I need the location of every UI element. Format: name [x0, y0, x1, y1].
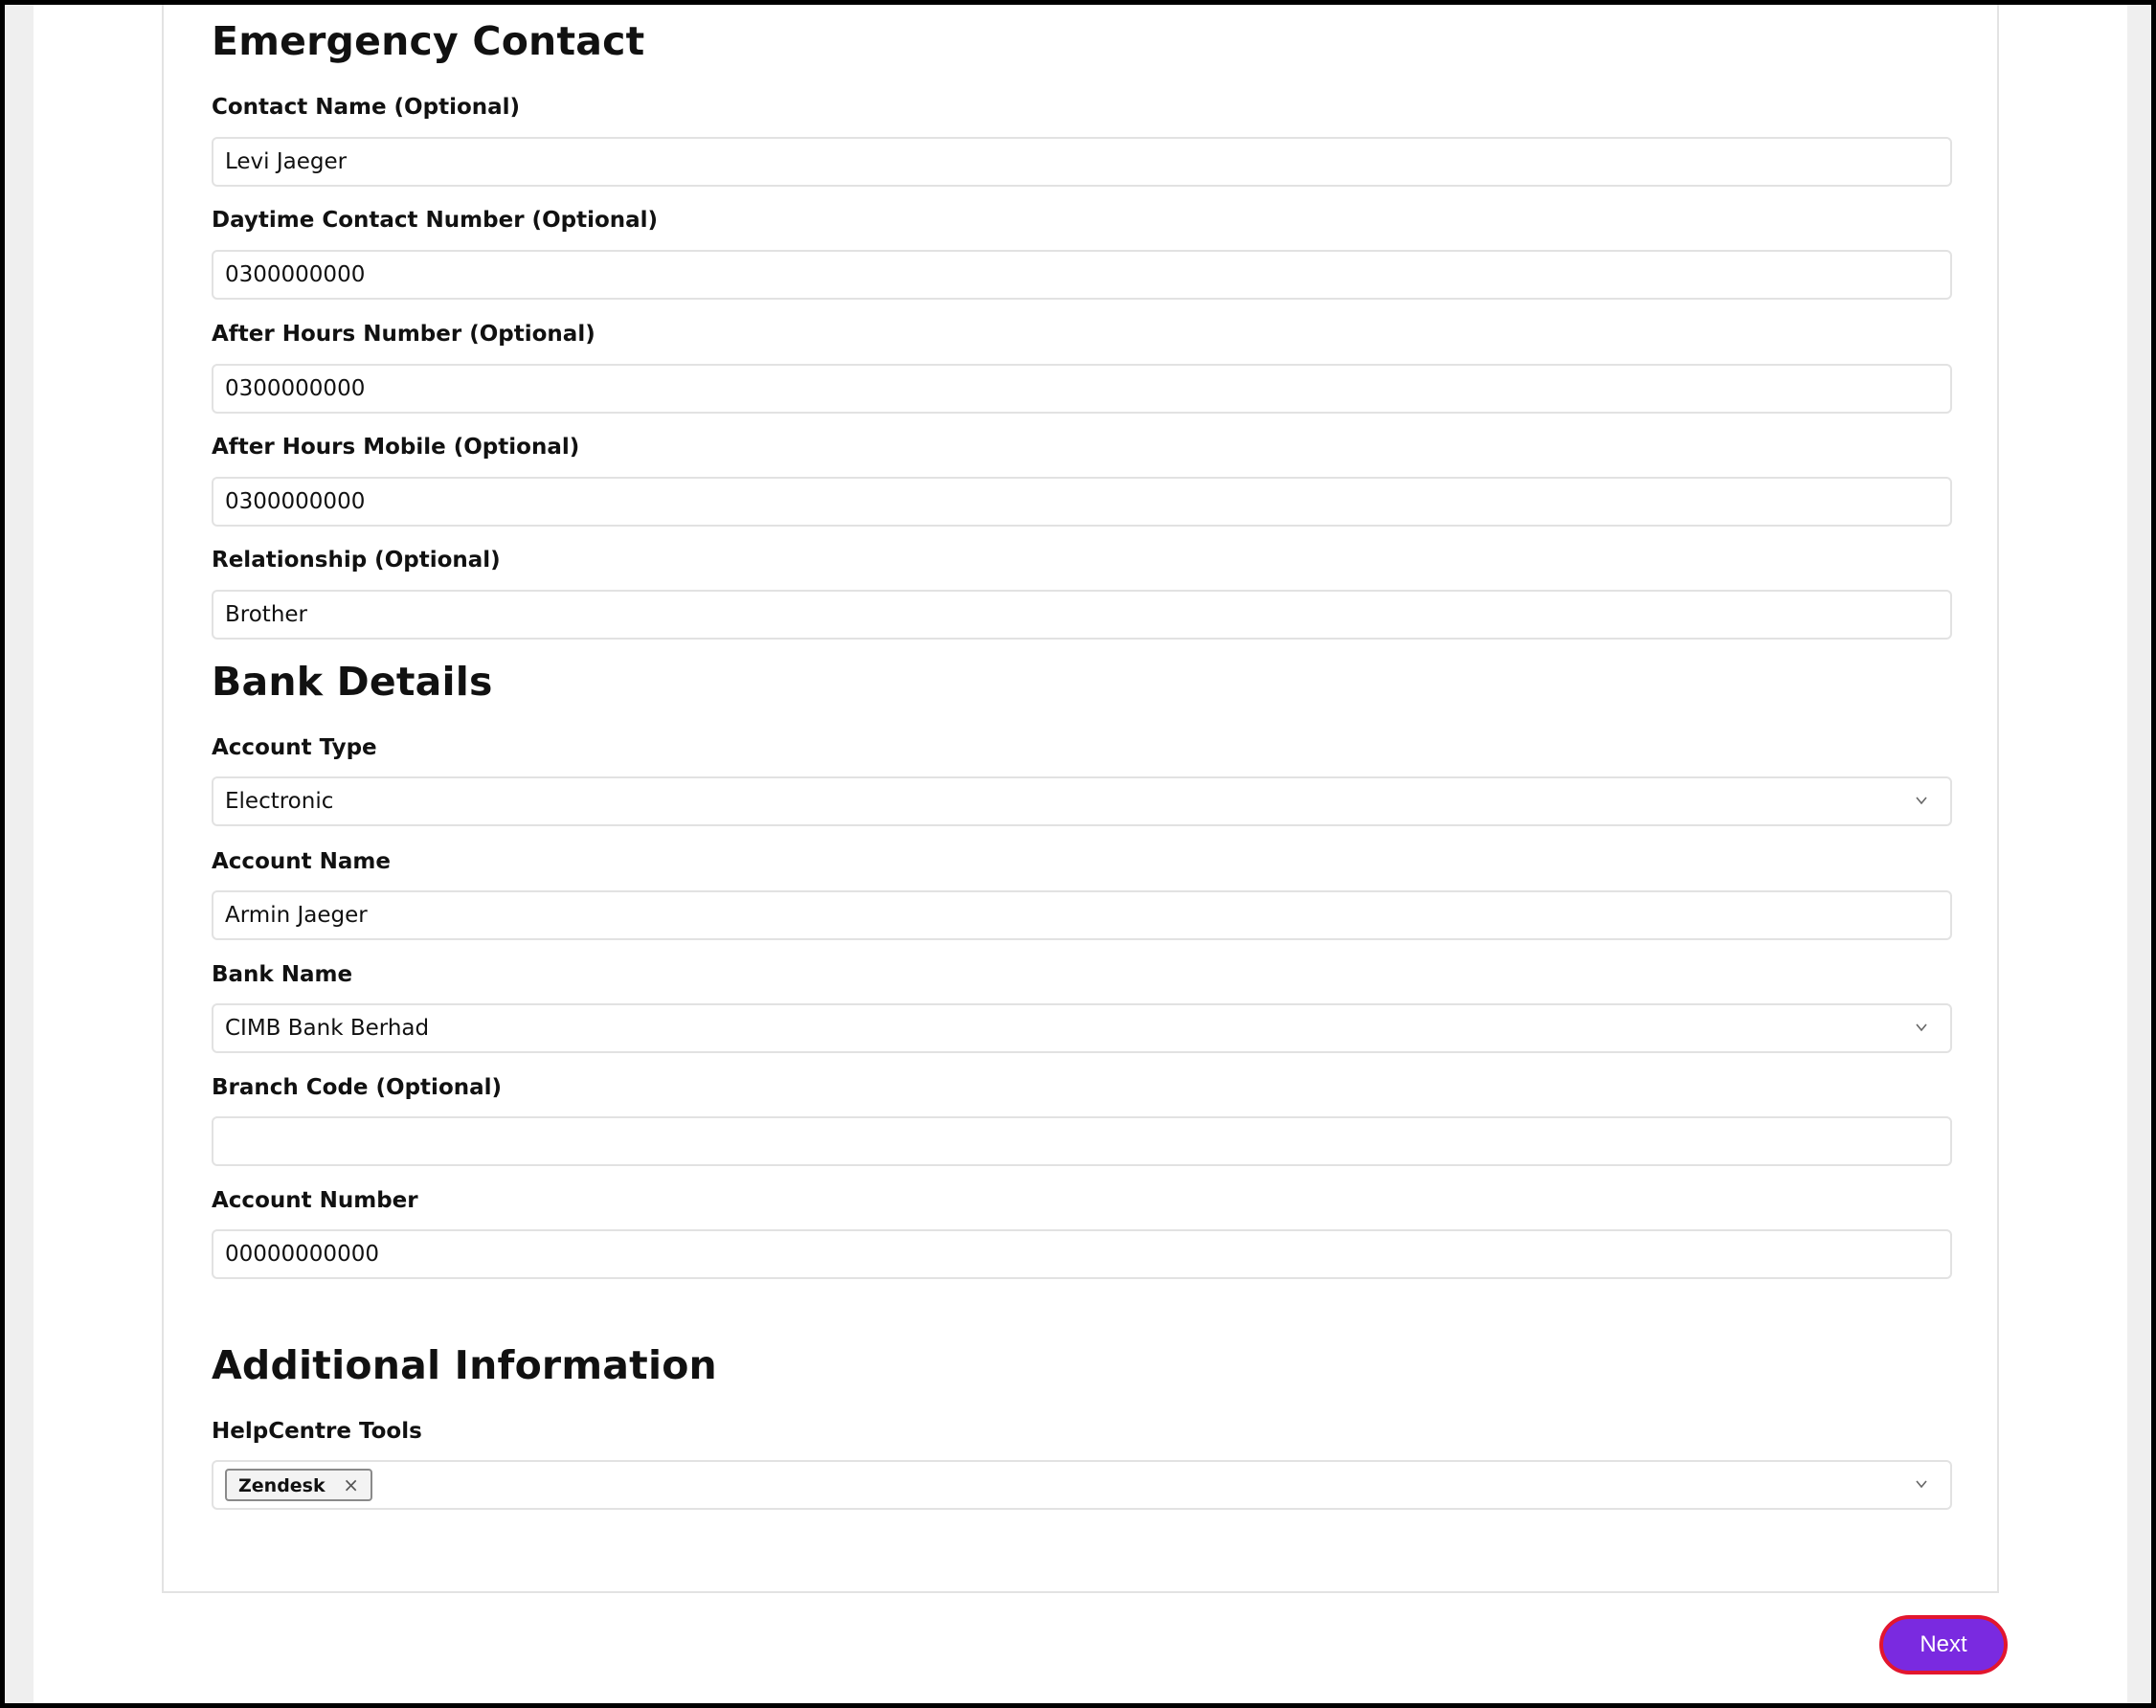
account-type-label: Account Type — [212, 735, 377, 760]
account-number-label: Account Number — [212, 1188, 418, 1213]
contact-name-input[interactable] — [212, 137, 1952, 187]
section-title-additional-information: Additional Information — [212, 1342, 717, 1388]
after-hours-number-input[interactable] — [212, 364, 1952, 414]
relationship-input[interactable] — [212, 590, 1952, 640]
right-gutter — [2127, 5, 2151, 1703]
left-gutter — [5, 5, 34, 1703]
tag-label: Zendesk — [238, 1475, 326, 1496]
branch-code-input[interactable] — [212, 1116, 1952, 1166]
daytime-number-input[interactable] — [212, 250, 1952, 300]
after-hours-mobile-label: After Hours Mobile (Optional) — [212, 435, 580, 460]
account-number-input[interactable] — [212, 1229, 1952, 1279]
section-title-emergency-contact: Emergency Contact — [212, 18, 645, 64]
helpcentre-tools-multiselect[interactable] — [212, 1460, 1952, 1510]
account-type-value: Electronic — [225, 789, 334, 814]
branch-code-label: Branch Code (Optional) — [212, 1075, 503, 1100]
bank-name-value: CIMB Bank Berhad — [225, 1016, 430, 1041]
relationship-label: Relationship (Optional) — [212, 548, 501, 573]
next-button[interactable]: Next — [1879, 1615, 2008, 1674]
page-viewport — [5, 5, 2151, 1703]
contact-name-label: Contact Name (Optional) — [212, 95, 521, 120]
after-hours-mobile-input[interactable] — [212, 477, 1952, 527]
daytime-number-label: Daytime Contact Number (Optional) — [212, 208, 659, 233]
after-hours-number-label: After Hours Number (Optional) — [212, 322, 595, 347]
close-icon[interactable]: × — [343, 1473, 360, 1496]
account-name-input[interactable] — [212, 890, 1952, 940]
chevron-down-icon — [1916, 1022, 1927, 1033]
bank-name-select[interactable] — [212, 1003, 1952, 1053]
chevron-down-icon — [1916, 1478, 1927, 1490]
account-name-label: Account Name — [212, 849, 391, 874]
form-card — [162, 5, 1999, 1593]
helpcentre-tools-label: HelpCentre Tools — [212, 1419, 422, 1444]
section-title-bank-details: Bank Details — [212, 659, 493, 705]
selected-tag — [225, 1469, 372, 1501]
bank-name-label: Bank Name — [212, 962, 353, 987]
chevron-down-icon — [1916, 795, 1927, 806]
account-type-select[interactable] — [212, 776, 1952, 826]
